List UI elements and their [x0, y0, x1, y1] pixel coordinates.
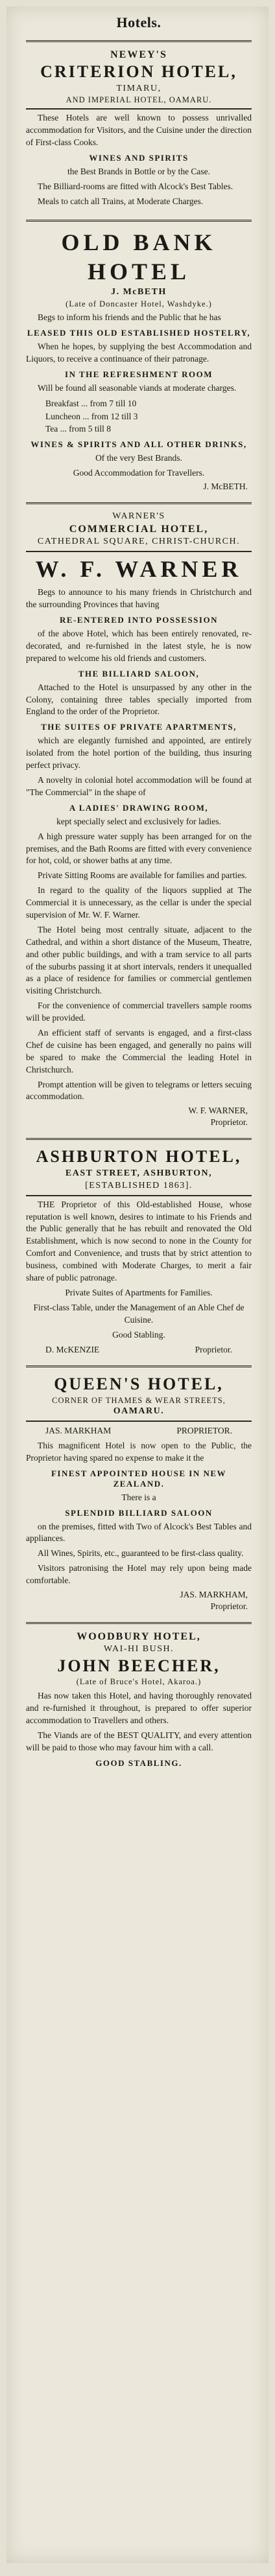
ad-subheading: RE-ENTERED INTO POSSESSION	[60, 614, 218, 625]
ad-paragraph: This magnificent Hotel is now open to the Public, the Proprietor having spared no expense to make it the	[26, 1440, 252, 1463]
ad-location: EAST STREET, ASHBURTON,	[65, 1168, 213, 1178]
divider	[26, 1195, 252, 1196]
ad-header: WARNER'S	[112, 511, 165, 522]
ad-signature: D. McKENZIE	[45, 1345, 100, 1355]
divider	[26, 1365, 252, 1367]
divider	[26, 1421, 252, 1422]
ad-subheading: GOOD STABLING.	[95, 1758, 182, 1768]
ad-location: WAI-HI BUSH.	[103, 1643, 174, 1654]
ad-paragraph: Has now taken this Hotel, and having thoroughly renovated and re-furnished it throughout, is prepared to offer superior accommodation to Travellers and others.	[26, 1691, 252, 1725]
divider	[26, 1622, 252, 1624]
ad-signature-title: Proprietor.	[195, 1345, 232, 1355]
warner-commercial-ad	[26, 508, 252, 1134]
ad-paragraph: An efficient staff of servants is engaged, and a first-class Chef de cuisine has been engaged, and generally no pains will be spared to make the Commercial the leading Hotel in Christchurch.	[26, 1028, 252, 1074]
ad-location: TIMARU,	[116, 83, 161, 93]
ad-paragraph: Of the very Best Brands.	[95, 452, 182, 463]
newspaper-column	[6, 6, 269, 2563]
ad-location: CORNER OF THAMES & WEAR STREETS,	[52, 1395, 226, 1405]
ad-paragraph: Begs to inform his friends and the Public that he has	[38, 312, 221, 323]
ad-paragraph: First-class Table, under the Management of an Able Chef de Cuisine.	[33, 1302, 245, 1325]
ad-paragraph: THE Proprietor of this Old-established House, whose reputation is well known, desires to intimate to his Friends and the Public generally that he has rebuilt and renovated the Old Establishment, which is now second to none in the County for Comfort and Convenience, and trusts that by strict attention to business, combined with Moderate Charges, to merit a fair share of public patronage.	[26, 1199, 252, 1282]
divider	[26, 1138, 252, 1140]
ad-paragraph: A high pressure water supply has been arranged for on the premises, and the Bath Rooms are fitted with every convenience for hot, cold, or shower baths at any time.	[26, 831, 252, 866]
ad-paragraph: the Best Brands in Bottle or by the Case.	[67, 166, 211, 176]
ad-subheading: THE BILLIARD SALOON,	[78, 668, 200, 679]
ad-signature: JAS. MARKHAM,	[180, 1589, 248, 1599]
ad-paragraph: of the above Hotel, which has been entirely renovated, re-decorated, and re-furnished in the latest style, he is now prepared to welcome his old friends and customers.	[26, 628, 252, 663]
ad-paragraph: The Hotel being most centrally situate, adjacent to the Cathedral, and within a short distance of the Museum, Theatre, and other public buildings, and with a tram service to all parts of the suburbs passing it at short intervals, renders it unequalled as a place of residence for families or commercial gentlemen visiting Christchurch.	[26, 924, 252, 996]
ad-hotel-name: OLD BANK HOTEL	[61, 229, 217, 284]
ad-signature-title: Proprietor.	[210, 1117, 248, 1128]
ad-subheading: SPLENDID BILLIARD SALOON	[65, 1507, 213, 1518]
ad-hotel-name: WOODBURY HOTEL,	[77, 1630, 201, 1642]
ad-paragraph: kept specially select and exclusively for ladies.	[56, 816, 221, 826]
ad-subheading: WINES AND SPIRITS	[89, 152, 189, 163]
ad-paragraph: Good Stabling.	[112, 1329, 165, 1340]
ad-paragraph: For the convenience of commercial travellers sample rooms will be provided.	[26, 1001, 252, 1023]
ad-subheading: LEASED THIS OLD ESTABLISHED HOSTELRY,	[27, 328, 251, 338]
ad-paragraph: Begs to announce to his many friends in Christchurch and the surrounding Provinces that having	[26, 587, 252, 610]
ad-signature: J. McBETH.	[203, 482, 248, 492]
ad-proprietor: J. McBETH	[111, 286, 167, 297]
ad-note: (Late of Bruce's Hotel, Akaroa.)	[76, 1677, 202, 1687]
ad-paragraph: Private Suites of Apartments for Families.	[65, 1287, 213, 1297]
ad-header: NEWEY'S	[110, 49, 167, 60]
ad-subheading: A LADIES' DRAWING ROOM,	[69, 802, 209, 813]
ad-subheading: THE SUITES OF PRIVATE APARTMENTS,	[41, 722, 237, 732]
ad-paragraph: Visitors patronising the Hotel may rely upon being made comfortable.	[26, 1563, 252, 1586]
ad-paragraph: In regard to the quality of the liquors supplied at The Commercial it is unnecessary, as the cellar is under the special supervision of Mr. W. F. Warner.	[26, 885, 252, 920]
ad-paragraph: which are elegantly furnished and appointed, are entirely isolated from the hotel portion of the building, thus insuring perfect privacy.	[26, 736, 252, 771]
hours-row	[26, 410, 252, 423]
section-title: Hotels.	[116, 14, 161, 30]
ad-established: [ESTABLISHED 1863].	[85, 1180, 193, 1190]
ad-hotel-name: CRITERION HOTEL,	[40, 62, 237, 81]
old-bank-ad	[26, 226, 252, 499]
ad-paragraph: Attached to the Hotel is unsurpassed by any other in the Colony, containing three tables specially imported from England to the order of the Proprietor.	[26, 682, 252, 717]
hours-row	[26, 423, 252, 435]
ad-note: (Late of Doncaster Hotel, Washdyke.)	[66, 299, 212, 308]
hours-text: Breakfast ... from 7 till 10	[45, 398, 137, 408]
ad-paragraph: Will be found all seasonable viands at moderate charges.	[38, 383, 237, 393]
ad-location-secondary: AND IMPERIAL HOTEL, OAMARU.	[66, 95, 212, 105]
ad-signature: W. F. WARNER,	[188, 1106, 248, 1116]
ad-paragraph: Private Sitting Rooms are available for families and parties.	[38, 870, 247, 881]
signature-row	[26, 1424, 252, 1437]
ad-subheading: IN THE REFRESHMENT ROOM	[65, 369, 213, 380]
divider	[26, 220, 252, 222]
ad-paragraph: A novelty in colonial hotel accommodation will be found at "The Commercial" in the shape of	[26, 774, 252, 797]
ad-proprietor-title: PROPRIETOR.	[176, 1426, 232, 1436]
ad-hotel-name: ASHBURTON HOTEL,	[36, 1147, 242, 1166]
ad-proprietor: JAS. MARKHAM	[45, 1426, 112, 1436]
hours-row	[26, 397, 252, 410]
hotels-column	[6, 6, 269, 1775]
ad-hotel-name: QUEEN'S HOTEL,	[54, 1375, 224, 1393]
ad-paragraph: All Wines, Spirits, etc., guaranteed to be first-class quality.	[38, 1548, 244, 1559]
ad-location-secondary: OAMARU.	[113, 1406, 165, 1417]
ad-subheading: WINES & SPIRITS AND ALL OTHER DRINKS,	[30, 439, 247, 449]
ad-hotel-name: COMMERCIAL HOTEL,	[69, 524, 209, 535]
ad-paragraph: These Hotels are well known to possess unrivalled accommodation for Visitors, and the Cuisine under the direction of First-class Cooks.	[26, 113, 252, 148]
hours-text: Luncheon ... from 12 till 3	[45, 411, 138, 421]
ad-paragraph: Good Accommodation for Travellers.	[73, 467, 205, 478]
divider	[26, 551, 252, 552]
divider	[26, 108, 252, 110]
woodbury-hotel-ad	[26, 1628, 252, 1775]
divider	[26, 502, 252, 504]
ad-proprietor-name: JOHN BEECHER,	[57, 1656, 221, 1675]
ad-subheading: FINEST APPOINTED HOUSE IN NEW ZEALAND.	[51, 1468, 227, 1489]
newey-criterion-ad	[26, 46, 252, 216]
signature-row	[26, 1343, 252, 1356]
ad-paragraph: Meals to catch all Trains, at Moderate Charges.	[38, 196, 204, 206]
ad-paragraph: When he hopes, by supplying the best Accommodation and Liquors, to receive a continuance of their patronage.	[26, 342, 252, 364]
ad-proprietor-name: W. F. WARNER	[35, 556, 243, 583]
ad-paragraph: Prompt attention will be given to telegrams or letters secuing accommodation.	[26, 1079, 252, 1102]
ashburton-ad	[26, 1144, 252, 1362]
ad-paragraph: on the premises, fitted with Two of Alcock's Best Tables and appliances.	[26, 1521, 252, 1544]
ad-paragraph: The Billiard-rooms are fitted with Alcock's Best Tables.	[38, 181, 233, 191]
hours-text: Tea ... from 5 till 8	[45, 424, 112, 434]
ad-paragraph: There is a	[121, 1492, 156, 1502]
queens-hotel-ad	[26, 1371, 252, 1618]
divider	[26, 40, 252, 42]
ad-location: CATHEDRAL SQUARE, CHRIST-CHURCH.	[37, 537, 241, 547]
ad-signature-title: Proprietor.	[210, 1601, 248, 1611]
ad-paragraph: The Viands are of the BEST QUALITY, and every attention will be paid to those who may favour him with a call.	[26, 1730, 252, 1752]
